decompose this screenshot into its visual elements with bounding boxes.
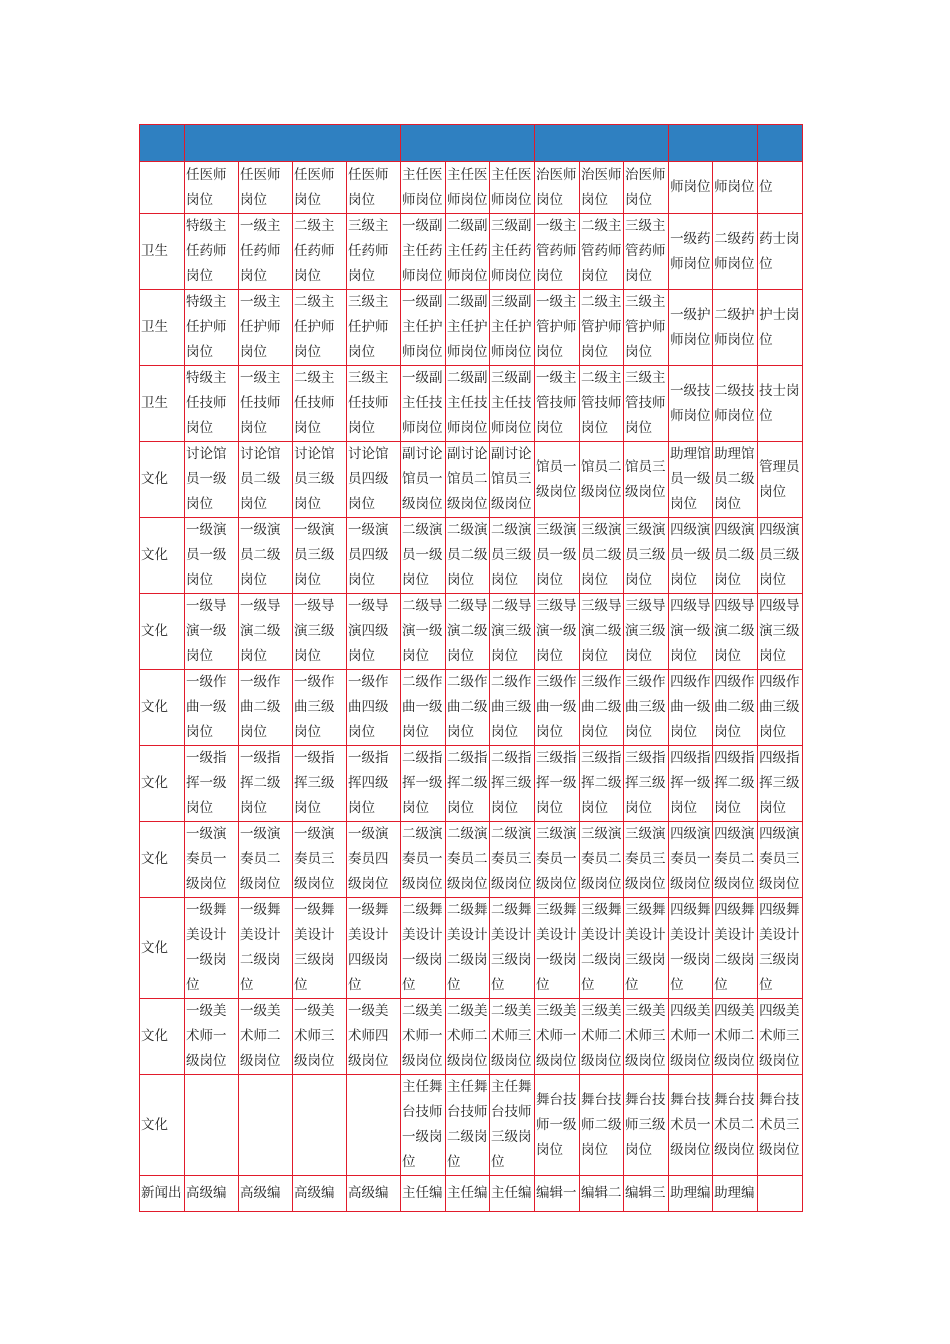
post-cell: 一级美术师四级岗位 [347, 999, 401, 1075]
post-cell: 主任医师岗位 [401, 162, 446, 214]
post-cell: 主任舞台技师一级岗位 [401, 1075, 446, 1176]
post-cell: 舞台技师三级岗位 [624, 1075, 669, 1176]
post-cell: 一级导演一级岗位 [185, 594, 239, 670]
post-cell: 三级演奏员三级岗位 [624, 822, 669, 898]
post-cell: 特级主任护师岗位 [185, 290, 239, 366]
post-cell: 二级演奏员一级岗位 [401, 822, 446, 898]
post-cell: 高级编 [293, 1176, 347, 1212]
post-cell: 管理员岗位 [758, 442, 803, 518]
post-cell: 二级作曲一级岗位 [401, 670, 446, 746]
table-body [140, 125, 803, 1212]
post-cell: 二级美术师三级岗位 [490, 999, 535, 1075]
post-cell: 三级主任护师岗位 [347, 290, 401, 366]
category-cell [140, 162, 185, 214]
post-cell: 副讨论馆员一级岗位 [401, 442, 446, 518]
post-cell: 主任编 [446, 1176, 490, 1212]
post-cell: 助理馆员二级岗位 [713, 442, 758, 518]
category-cell: 文化 [140, 594, 185, 670]
post-cell: 四级指挥二级岗位 [713, 746, 758, 822]
post-cell [239, 1075, 293, 1176]
header-cell [535, 125, 669, 162]
post-cell: 二级演员二级岗位 [446, 518, 490, 594]
post-cell: 一级副主任药师岗位 [401, 214, 446, 290]
post-cell: 四级演奏员一级岗位 [669, 822, 713, 898]
post-cell: 二级主管技师岗位 [580, 366, 624, 442]
table-row [140, 746, 803, 822]
post-cell: 主任编 [401, 1176, 446, 1212]
post-cell: 高级编 [185, 1176, 239, 1212]
header-cell [758, 125, 803, 162]
post-cell: 三级作曲三级岗位 [624, 670, 669, 746]
post-cell: 三级导演一级岗位 [535, 594, 580, 670]
post-cell: 三级主任药师岗位 [347, 214, 401, 290]
category-cell: 卫生 [140, 290, 185, 366]
category-cell: 文化 [140, 898, 185, 999]
post-cell: 二级演员一级岗位 [401, 518, 446, 594]
post-cell: 一级主管技师岗位 [535, 366, 580, 442]
post-cell: 主任舞台技师二级岗位 [446, 1075, 490, 1176]
post-cell: 治医师岗位 [535, 162, 580, 214]
post-cell: 一级导演三级岗位 [293, 594, 347, 670]
post-cell: 二级指挥一级岗位 [401, 746, 446, 822]
post-cell: 一级演员四级岗位 [347, 518, 401, 594]
post-cell: 助理馆员一级岗位 [669, 442, 713, 518]
post-cell: 二级主任技师岗位 [293, 366, 347, 442]
post-cell: 师岗位 [713, 162, 758, 214]
post-cell: 四级导演三级岗位 [758, 594, 803, 670]
post-cell: 三级美术师二级岗位 [580, 999, 624, 1075]
post-cell: 主任医师岗位 [446, 162, 490, 214]
post-cell: 一级副主任护师岗位 [401, 290, 446, 366]
table-row [140, 290, 803, 366]
post-cell: 二级舞美设计一级岗位 [401, 898, 446, 999]
post-cell: 四级舞美设计一级岗位 [669, 898, 713, 999]
post-cell: 一级舞美设计一级岗位 [185, 898, 239, 999]
post-cell: 二级导演一级岗位 [401, 594, 446, 670]
post-cell: 一级主任药师岗位 [239, 214, 293, 290]
post-cell: 二级护师岗位 [713, 290, 758, 366]
post-cell: 一级作曲四级岗位 [347, 670, 401, 746]
post-cell: 任医师岗位 [239, 162, 293, 214]
post-cell: 护士岗位 [758, 290, 803, 366]
category-cell: 文化 [140, 670, 185, 746]
post-cell: 馆员三级岗位 [624, 442, 669, 518]
post-cell: 二级指挥二级岗位 [446, 746, 490, 822]
post-cell: 一级指挥一级岗位 [185, 746, 239, 822]
post-cell: 四级演员三级岗位 [758, 518, 803, 594]
post-cell: 一级导演二级岗位 [239, 594, 293, 670]
post-cell: 讨论馆员二级岗位 [239, 442, 293, 518]
post-cell: 三级作曲二级岗位 [580, 670, 624, 746]
post-cell: 三级导演二级岗位 [580, 594, 624, 670]
post-cell: 二级演奏员三级岗位 [490, 822, 535, 898]
table-row [140, 366, 803, 442]
post-cell: 一级演奏员二级岗位 [239, 822, 293, 898]
post-cell: 二级导演二级岗位 [446, 594, 490, 670]
post-cell: 二级技师岗位 [713, 366, 758, 442]
category-cell: 文化 [140, 518, 185, 594]
post-cell: 一级演奏员三级岗位 [293, 822, 347, 898]
table-row [140, 442, 803, 518]
post-cell: 主任舞台技师三级岗位 [490, 1075, 535, 1176]
post-cell: 二级作曲三级岗位 [490, 670, 535, 746]
post-cell: 四级演员二级岗位 [713, 518, 758, 594]
post-cell: 一级演员三级岗位 [293, 518, 347, 594]
post-cell: 二级舞美设计三级岗位 [490, 898, 535, 999]
post-cell: 四级指挥一级岗位 [669, 746, 713, 822]
post-cell: 一级舞美设计二级岗位 [239, 898, 293, 999]
category-cell: 文化 [140, 999, 185, 1075]
post-cell: 四级美术师一级岗位 [669, 999, 713, 1075]
post-cell [293, 1075, 347, 1176]
post-cell: 三级主管技师岗位 [624, 366, 669, 442]
category-cell: 文化 [140, 746, 185, 822]
post-cell: 三级演员一级岗位 [535, 518, 580, 594]
post-cell: 三级副主任药师岗位 [490, 214, 535, 290]
post-cell: 师岗位 [669, 162, 713, 214]
post-cell: 高级编 [239, 1176, 293, 1212]
post-cell: 一级美术师三级岗位 [293, 999, 347, 1075]
table-row [140, 822, 803, 898]
post-cell: 舞台技师一级岗位 [535, 1075, 580, 1176]
post-cell: 任医师岗位 [293, 162, 347, 214]
post-cell: 舞台技术员三级岗位 [758, 1075, 803, 1176]
post-cell [758, 1176, 803, 1212]
post-cell: 一级主管药师岗位 [535, 214, 580, 290]
post-cell: 二级美术师一级岗位 [401, 999, 446, 1075]
post-cell: 三级演奏员二级岗位 [580, 822, 624, 898]
post-cell: 四级导演二级岗位 [713, 594, 758, 670]
post-cell: 二级舞美设计二级岗位 [446, 898, 490, 999]
post-cell: 技士岗位 [758, 366, 803, 442]
table-row [140, 898, 803, 999]
post-cell: 三级主管护师岗位 [624, 290, 669, 366]
post-cell: 一级主任技师岗位 [239, 366, 293, 442]
post-cell: 一级指挥四级岗位 [347, 746, 401, 822]
post-cell: 四级舞美设计三级岗位 [758, 898, 803, 999]
post-cell: 任医师岗位 [347, 162, 401, 214]
post-cell: 三级舞美设计一级岗位 [535, 898, 580, 999]
post-cell: 三级指挥一级岗位 [535, 746, 580, 822]
post-cell: 馆员一级岗位 [535, 442, 580, 518]
post-cell: 一级演奏员一级岗位 [185, 822, 239, 898]
post-cell: 二级美术师二级岗位 [446, 999, 490, 1075]
post-cell: 一级副主任技师岗位 [401, 366, 446, 442]
post-cell: 一级主任护师岗位 [239, 290, 293, 366]
post-cell: 舞台技师二级岗位 [580, 1075, 624, 1176]
table-row [140, 214, 803, 290]
category-cell: 文化 [140, 1075, 185, 1176]
post-cell: 副讨论馆员二级岗位 [446, 442, 490, 518]
post-cell: 二级主任护师岗位 [293, 290, 347, 366]
post-cell: 三级指挥二级岗位 [580, 746, 624, 822]
post-cell: 编辑二 [580, 1176, 624, 1212]
post-cell: 助理编 [713, 1176, 758, 1212]
post-cell: 舞台技术员一级岗位 [669, 1075, 713, 1176]
post-cell: 四级演奏员三级岗位 [758, 822, 803, 898]
post-cell: 一级舞美设计三级岗位 [293, 898, 347, 999]
post-cell: 二级指挥三级岗位 [490, 746, 535, 822]
post-cell: 主任医师岗位 [490, 162, 535, 214]
table-row [140, 1075, 803, 1176]
post-cell: 二级副主任护师岗位 [446, 290, 490, 366]
post-cell: 二级导演三级岗位 [490, 594, 535, 670]
post-cell: 一级演奏员四级岗位 [347, 822, 401, 898]
post-cell: 一级作曲一级岗位 [185, 670, 239, 746]
category-cell: 卫生 [140, 366, 185, 442]
category-cell: 文化 [140, 822, 185, 898]
post-level-table [139, 124, 803, 1212]
post-cell: 二级作曲二级岗位 [446, 670, 490, 746]
table-row [140, 1176, 803, 1212]
post-cell: 二级主管药师岗位 [580, 214, 624, 290]
table-row [140, 999, 803, 1075]
post-cell: 一级主管护师岗位 [535, 290, 580, 366]
category-cell: 文化 [140, 442, 185, 518]
post-cell: 四级指挥三级岗位 [758, 746, 803, 822]
post-cell: 一级技师岗位 [669, 366, 713, 442]
table-row [140, 162, 803, 214]
post-cell: 馆员二级岗位 [580, 442, 624, 518]
post-cell: 四级作曲一级岗位 [669, 670, 713, 746]
header-cell [401, 125, 535, 162]
post-cell: 二级演奏员二级岗位 [446, 822, 490, 898]
post-cell: 编辑三 [624, 1176, 669, 1212]
post-cell: 三级演员三级岗位 [624, 518, 669, 594]
post-cell: 一级作曲二级岗位 [239, 670, 293, 746]
post-cell: 一级美术师二级岗位 [239, 999, 293, 1075]
post-cell: 一级演员一级岗位 [185, 518, 239, 594]
post-cell: 三级作曲一级岗位 [535, 670, 580, 746]
post-cell: 三级演员二级岗位 [580, 518, 624, 594]
post-cell: 二级副主任药师岗位 [446, 214, 490, 290]
post-cell: 二级主任药师岗位 [293, 214, 347, 290]
post-cell: 一级指挥三级岗位 [293, 746, 347, 822]
table-header-row [140, 125, 803, 162]
post-cell: 特级主任技师岗位 [185, 366, 239, 442]
post-cell: 二级副主任技师岗位 [446, 366, 490, 442]
post-cell: 任医师岗位 [185, 162, 239, 214]
post-cell: 位 [758, 162, 803, 214]
post-cell: 助理编 [669, 1176, 713, 1212]
post-cell: 四级美术师三级岗位 [758, 999, 803, 1075]
post-cell: 主任编 [490, 1176, 535, 1212]
post-cell: 三级指挥三级岗位 [624, 746, 669, 822]
category-cell: 卫生 [140, 214, 185, 290]
post-cell: 编辑一 [535, 1176, 580, 1212]
post-cell: 讨论馆员三级岗位 [293, 442, 347, 518]
post-cell: 二级药师岗位 [713, 214, 758, 290]
post-cell: 四级舞美设计二级岗位 [713, 898, 758, 999]
post-cell: 一级演员二级岗位 [239, 518, 293, 594]
post-cell: 治医师岗位 [624, 162, 669, 214]
post-cell: 一级导演四级岗位 [347, 594, 401, 670]
post-cell: 特级主任药师岗位 [185, 214, 239, 290]
post-cell: 三级美术师三级岗位 [624, 999, 669, 1075]
post-cell: 四级演员一级岗位 [669, 518, 713, 594]
table-row [140, 594, 803, 670]
header-cell [669, 125, 758, 162]
post-cell: 四级作曲三级岗位 [758, 670, 803, 746]
post-cell: 一级指挥二级岗位 [239, 746, 293, 822]
post-cell: 三级主管药师岗位 [624, 214, 669, 290]
post-cell: 二级演员三级岗位 [490, 518, 535, 594]
post-cell: 高级编 [347, 1176, 401, 1212]
post-cell: 三级导演三级岗位 [624, 594, 669, 670]
post-cell: 一级舞美设计四级岗位 [347, 898, 401, 999]
post-cell: 三级美术师一级岗位 [535, 999, 580, 1075]
post-cell: 治医师岗位 [580, 162, 624, 214]
post-cell: 一级护师岗位 [669, 290, 713, 366]
post-cell: 二级主管护师岗位 [580, 290, 624, 366]
post-cell: 三级舞美设计三级岗位 [624, 898, 669, 999]
post-cell: 四级美术师二级岗位 [713, 999, 758, 1075]
post-cell: 讨论馆员四级岗位 [347, 442, 401, 518]
post-cell [347, 1075, 401, 1176]
post-cell: 三级副主任技师岗位 [490, 366, 535, 442]
post-cell: 副讨论馆员三级岗位 [490, 442, 535, 518]
table-row [140, 518, 803, 594]
post-cell: 三级主任技师岗位 [347, 366, 401, 442]
post-cell: 一级作曲三级岗位 [293, 670, 347, 746]
header-cell [185, 125, 401, 162]
post-cell: 药士岗位 [758, 214, 803, 290]
post-cell: 三级副主任护师岗位 [490, 290, 535, 366]
post-cell: 四级作曲二级岗位 [713, 670, 758, 746]
post-cell [185, 1075, 239, 1176]
post-cell: 一级美术师一级岗位 [185, 999, 239, 1075]
post-cell: 讨论馆员一级岗位 [185, 442, 239, 518]
category-cell: 新闻出 [140, 1176, 185, 1212]
post-cell: 一级药师岗位 [669, 214, 713, 290]
post-cell: 三级舞美设计二级岗位 [580, 898, 624, 999]
post-cell: 四级演奏员二级岗位 [713, 822, 758, 898]
post-cell: 三级演奏员一级岗位 [535, 822, 580, 898]
post-cell: 舞台技术员二级岗位 [713, 1075, 758, 1176]
post-cell: 四级导演一级岗位 [669, 594, 713, 670]
header-cell [140, 125, 185, 162]
table-row [140, 670, 803, 746]
